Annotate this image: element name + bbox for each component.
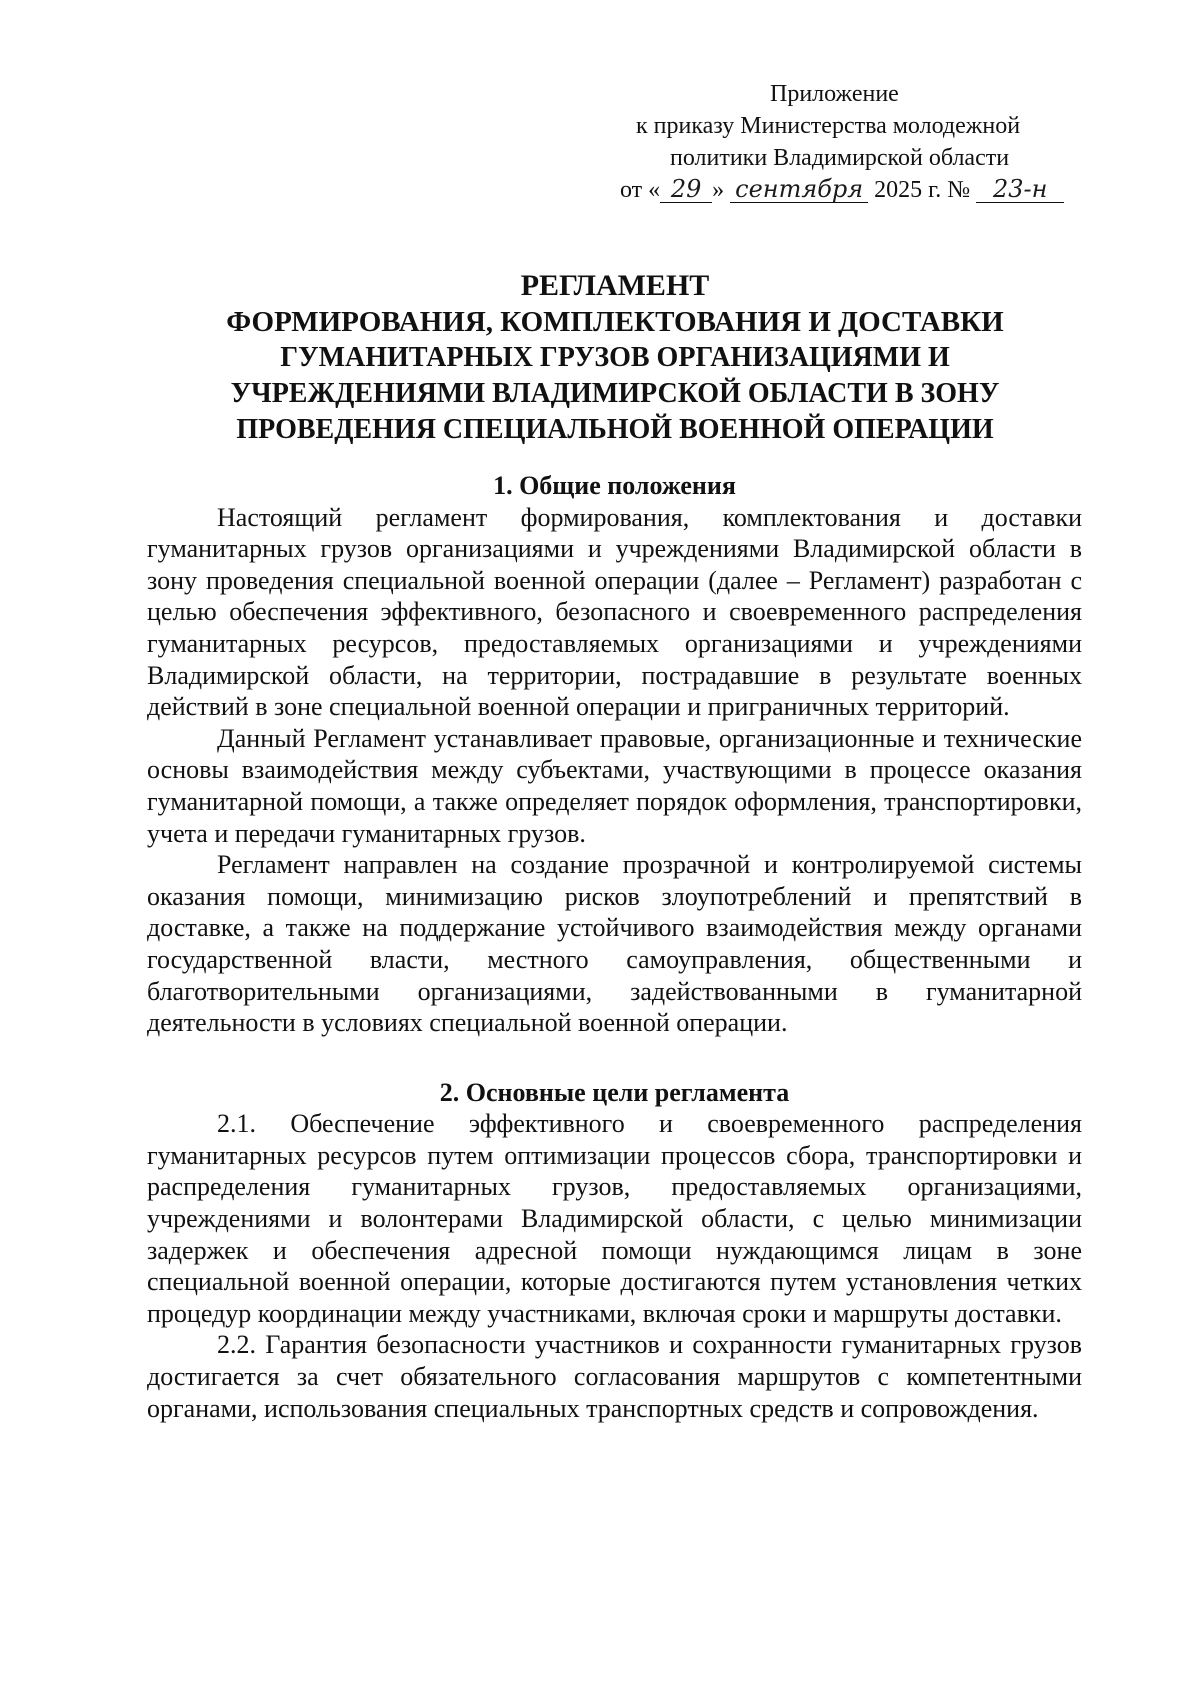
handwritten-day: 29 bbox=[660, 176, 712, 203]
date-year: 2025 г. № bbox=[874, 177, 971, 203]
section-2-paragraph-2: 2.2. Гарантия безопасности участников и сохранности гуманитарных грузов достигается за счет обязательного согласования маршрутов с компетентными органами, использования специальных транспортных средств и сопровождения. bbox=[147, 1330, 1082, 1423]
handwritten-month: сентября bbox=[730, 176, 868, 203]
appendix-label: Приложение bbox=[770, 81, 899, 107]
appendix-order-line: к приказу Министерства молодежной bbox=[636, 113, 1021, 139]
section-1-paragraph-3: Регламент направлен на создание прозрачной и контролируемой системы оказания помощи, минимизацию рисков злоупотреблений и препятствий в доставке, а также на поддержание устойчивого взаимодействия между органами государственной власти, местного самоуправления, общественными и благотворительными организациями, задействованными в гуманитарной деятельности в условиях специальной военной операции. bbox=[147, 850, 1082, 1038]
document-title bbox=[150, 268, 1080, 448]
section-spacer bbox=[147, 1039, 1082, 1077]
appendix-ministry-line: политики Владимирской области bbox=[670, 145, 1010, 171]
document-body bbox=[147, 470, 1082, 1424]
section-1-paragraph-2: Данный Регламент устанавливает правовые, организационные и технические основы взаимодействия между субъектами, участвующими в процессе оказания гуманитарной помощи, а также определяет порядок оформления, транспортировки, учета и передачи гуманитарных грузов. bbox=[147, 723, 1082, 848]
title-line-1: РЕГЛАМЕНТ bbox=[520, 269, 710, 302]
appendix-block bbox=[620, 78, 1080, 206]
date-prefix: от « bbox=[620, 177, 661, 203]
date-mid: » bbox=[712, 177, 725, 203]
section-2-heading: 2. Основные цели регламента bbox=[439, 1077, 790, 1107]
title-line-3: ГУМАНИТАРНЫХ ГРУЗОВ ОРГАНИЗАЦИЯМИ И bbox=[280, 342, 950, 373]
title-line-2: ФОРМИРОВАНИЯ, КОМПЛЕКТОВАНИЯ И ДОСТАВКИ bbox=[226, 306, 1004, 338]
section-1-heading: 1. Общие положения bbox=[493, 471, 736, 500]
title-line-5: ПРОВЕДЕНИЯ СПЕЦИАЛЬНОЙ ВОЕННОЙ ОПЕРАЦИИ bbox=[236, 414, 994, 445]
section-1-paragraph-1: Настоящий регламент формирования, комплектования и доставки гуманитарных грузов организациями и учреждениями Владимирской области в зону проведения специальной военной операции (далее – Регламент) разработан с целью обеспечения эффективного, безопасного и своевременного распределения гуманитарных ресурсов, предоставляемых организациями и учреждениями Владимирской области, на территории, пострадавшие в результате военных действий в зоне специальной военной операции и приграничных территорий. bbox=[147, 502, 1082, 722]
title-line-4: УЧРЕЖДЕНИЯМИ ВЛАДИМИРСКОЙ ОБЛАСТИ В ЗОНУ bbox=[230, 378, 1000, 409]
handwritten-number: 23-н bbox=[976, 176, 1064, 203]
appendix-date-line bbox=[620, 174, 1080, 206]
section-2-paragraph-1: 2.1. Обеспечение эффективного и своевременного распределения гуманитарных ресурсов путем оптимизации процессов сбора, транспортировки и распределения гуманитарных грузов, предоставляемых организациями, учреждениями и волонтерами Владимирской области, с целью минимизации задержек и обеспечения адресной помощи нуждающимся лицам в зоне специальной военной операции, которые достигаются путем установления четких процедур координации между участниками, включая сроки и маршруты доставки. bbox=[147, 1109, 1082, 1328]
